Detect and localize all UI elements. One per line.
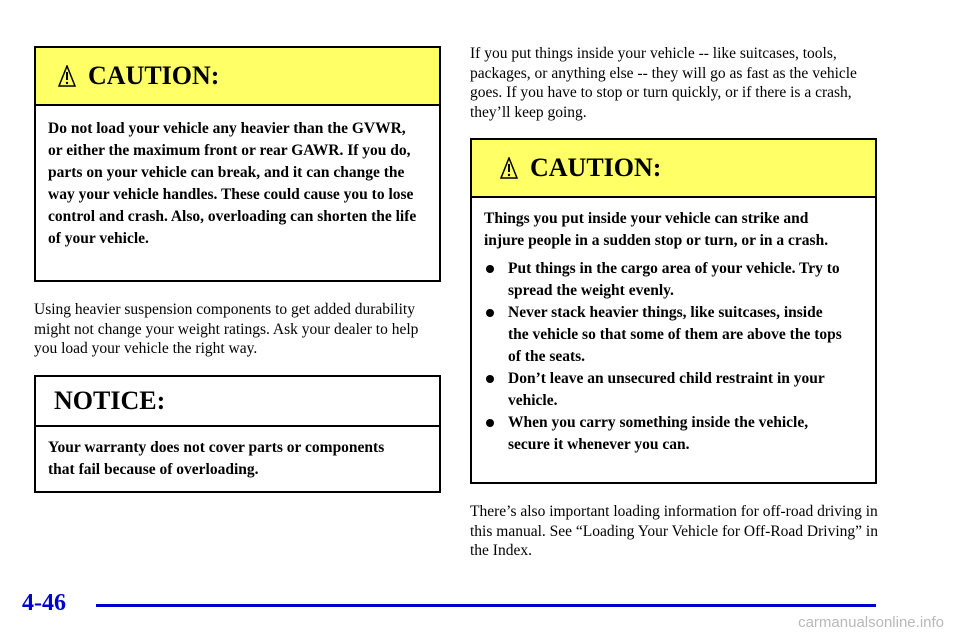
caution-text: Do not load your vehicle any heavier than the GVWR, or either the maximum front or rear GAWR. If you do, parts on your vehicle can break, and it can change the way your vehicle handles. These could cause you to lose control and crash. Also, overloading can shorten the life of your vehicle. (48, 120, 417, 247)
notice-header (36, 377, 439, 427)
footer-rule (96, 604, 876, 607)
paragraph-loose-items: If you put things inside your vehicle -- like suitcases, tools, packages, or anything else -- they will go as fast as the vehicle goes. If you have to stop or turn quickly, or if there is a crash, they’ll keep going. (470, 45, 857, 121)
bullet-item: Put things in the cargo area of your vehicle. Try to spread the weight evenly. (484, 258, 844, 302)
caution-body (472, 198, 875, 456)
watermark: carmanualsonline.info (798, 614, 944, 631)
caution-body (36, 106, 439, 250)
bullet-item: Never stack heavier things, like suitcases, inside the vehicle so that some of them are above the tops of the seats. (484, 302, 844, 368)
caution-bullet-list (484, 258, 844, 456)
bullet-item: Don’t leave an unsecured child restraint in your vehicle. (484, 368, 844, 412)
bullet-item: When you carry something inside the vehicle, secure it whenever you can. (484, 412, 844, 456)
paragraph-off-road: There’s also important loading information for off-road driving in this manual. See “Loading Your Vehicle for Off-Road Driving” in the Index. (470, 503, 878, 559)
caution-header (472, 140, 875, 198)
caution-heading: CAUTION: (530, 153, 662, 182)
page-number: 4-46 (22, 590, 66, 616)
caution-heading: CAUTION: (88, 61, 220, 90)
notice-heading: NOTICE: (54, 386, 166, 415)
paragraph-suspension: Using heavier suspension components to get added durability might not change your weight ratings. Ask your dealer to help you load your vehicle the right way. (34, 301, 419, 357)
warning-triangle-icon (58, 65, 76, 87)
caution-box-cargo (470, 138, 877, 484)
notice-box-warranty (34, 375, 441, 493)
notice-text: Your warranty does not cover parts or components that fail because of overloading. (48, 439, 385, 478)
notice-body (36, 427, 439, 481)
caution-header (36, 48, 439, 106)
caution-box-overloading (34, 46, 441, 282)
warning-triangle-icon (500, 157, 518, 179)
caution-intro: Things you put inside your vehicle can strike and injure people in a sudden stop or turn, or in a crash. (484, 210, 829, 249)
